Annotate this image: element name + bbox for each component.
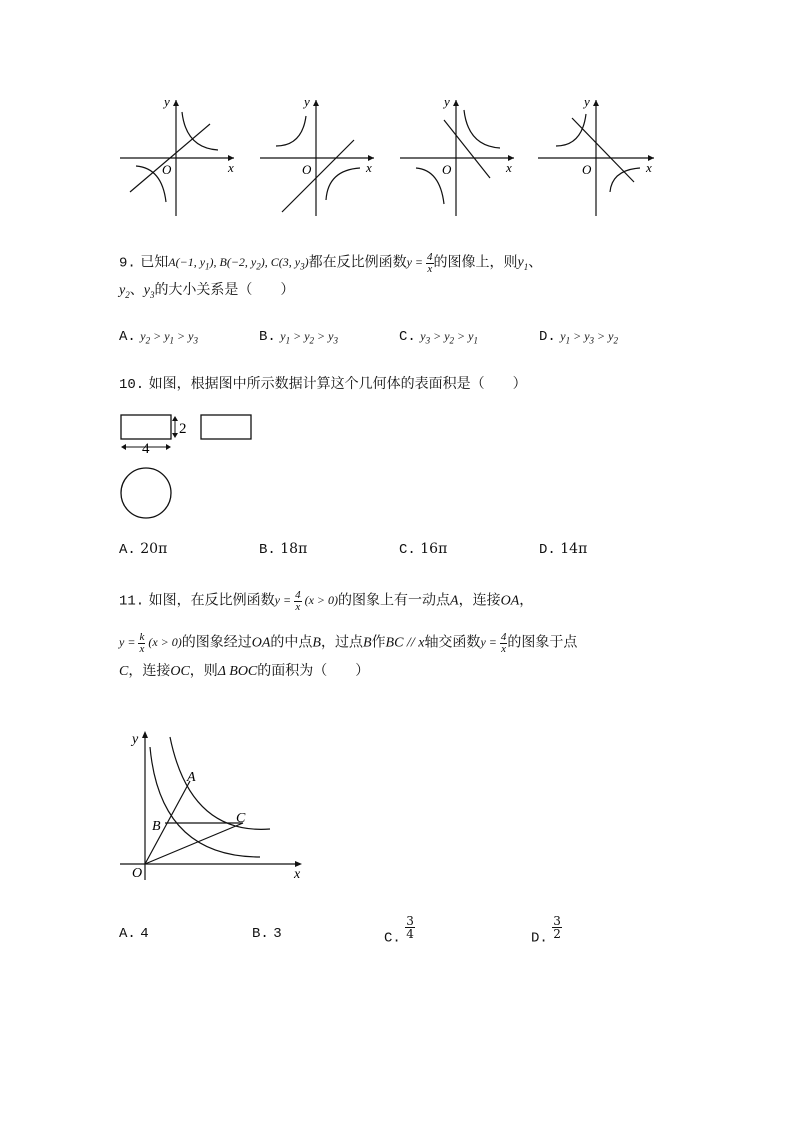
q10-width-label: 4 [142, 441, 150, 457]
graph-4-x-label: x [646, 160, 652, 175]
q9-text-2: 都在反比例函数 [308, 254, 407, 271]
q11-func-3: y = $\frac{4}{x}$ [480, 631, 507, 655]
q9-text-3: 的图像上，则 [433, 254, 518, 271]
graph-2 [260, 94, 374, 216]
q9-number: 9. [119, 255, 136, 272]
graph-1 [120, 94, 234, 216]
q11-option-b[interactable]: B. 3 [252, 926, 282, 942]
q10-option-b[interactable]: B. 18π [259, 541, 308, 558]
graph-1-x-label: x [228, 160, 234, 175]
graph-2-y-label: y [304, 94, 310, 109]
q11-fig-point-a: A [187, 770, 196, 785]
q10-side-view [201, 415, 251, 439]
graph-4 [538, 94, 654, 216]
q9-line-1: 9. 已知A(−1, $y_1$), B(−2, $y_2$), C(3, $y_3$)都在反比例函数y = $\frac{4}{x}$ 的图像上，则$y_1$、 [119, 251, 543, 275]
graph-3-x-label: x [506, 160, 512, 175]
q11-number: 11. [119, 593, 145, 610]
q11-func-1: y = $\frac{4}{x}$ (x > 0) [274, 589, 339, 613]
q11-fig-point-c: C [236, 811, 246, 826]
q9-text-1: 已知 [140, 254, 169, 271]
graph-3-y-label: y [444, 94, 450, 109]
graph-4-origin-label: O [582, 162, 592, 177]
graph-options-figure [0, 0, 794, 230]
q11-option-a[interactable]: A. 4 [119, 926, 149, 942]
q9-y2: $y_2$ [119, 283, 130, 300]
q11-curve-outer [170, 737, 270, 829]
graph-1-origin-label: O [162, 162, 172, 177]
q10-text: 如图，根据图中所示数据计算这个几何体的表面积是（ ） [148, 376, 527, 392]
q10-option-c[interactable]: C. 16π [399, 541, 448, 558]
q11-func-2: y = $\frac{k}{x}$ (x > 0) [119, 631, 182, 655]
q10-number: 10. [119, 377, 145, 393]
q9-option-a[interactable]: A. $y_2 > y_1 > y_3$ [119, 329, 198, 346]
q11-line-3: C，连接OC，则Δ BOC的面积为（ ） [119, 663, 370, 679]
q10-height-label: 2 [179, 421, 187, 437]
graph-3-origin-label: O [442, 162, 452, 177]
q9-option-d[interactable]: D. $y_1 > y_3 > y_2$ [539, 329, 618, 346]
q9-point-a: A(−1, $y_1$), B(−2, $y_2$), C(3, $y_3$) [168, 255, 309, 272]
q9-text-4: 的大小关系是（ ） [154, 282, 295, 298]
graph-2-origin-label: O [302, 162, 312, 177]
q9-func: y = $\frac{4}{x}$ [406, 251, 433, 275]
graph-1-y-label: y [164, 94, 170, 109]
q11-line-2: y = $\frac{k}{x}$ (x > 0)的图象经过OA的中点B，过点B作BC // x轴交函数y = $\frac{4}{x}$ 的图象于点 [119, 631, 578, 655]
q11-fig-origin-label: O [132, 866, 143, 881]
q9-option-c[interactable]: C. $y_3 > y_2 > y_1$ [399, 329, 478, 346]
q11-fig-point-b: B [152, 819, 161, 834]
q10-top-view [121, 468, 171, 518]
q9-y3: $y_3$ [143, 283, 155, 300]
q11-curve-inner [150, 747, 260, 857]
q11-option-d[interactable]: D. $\frac{3}{2}$ [531, 914, 561, 947]
q9-option-b[interactable]: B. $y_1 > y_2 > y_3$ [259, 329, 338, 346]
graph-4-y-label: y [584, 94, 590, 109]
q10-option-a[interactable]: A. 20π [119, 541, 168, 558]
q10-stem [119, 374, 527, 395]
q9-y1: $y_1$ [517, 255, 529, 273]
graph-3 [400, 94, 514, 216]
q11-fig-x-label: x [294, 867, 301, 882]
q11-fig-y-label: y [132, 732, 139, 747]
q9-line-2: $y_2$、$y_3$的大小关系是（ ） [119, 282, 295, 300]
q11-option-c[interactable]: C. $\frac{3}{4}$ [384, 914, 414, 947]
graph-2-x-label: x [366, 160, 372, 175]
q11-figure [110, 725, 320, 885]
q10-option-d[interactable]: D. 14π [539, 541, 588, 558]
q10-front-view [121, 415, 171, 439]
q11-line-1: 11. 如图，在反比例函数y = $\frac{4}{x}$ (x > 0)的图象上有一动点A，连接OA， [119, 589, 534, 613]
q10-three-views-figure [110, 405, 270, 525]
